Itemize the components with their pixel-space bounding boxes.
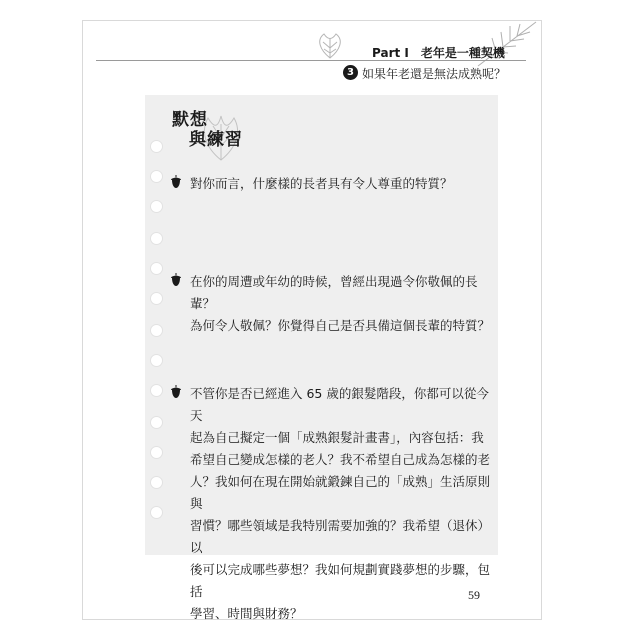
binder-hole: [150, 292, 163, 305]
binder-hole: [150, 262, 163, 275]
binder-hole: [150, 476, 163, 489]
question-text: 對你而言，什麼樣的長者具有令人尊重的特質？: [190, 176, 453, 191]
binder-hole: [150, 506, 163, 519]
question-text: 在你的周遭或年幼的時候，曾經出現過令你敬佩的長輩？ 為何令人敬佩？你覺得自己是否具備這個長輩的特質？: [190, 274, 491, 333]
binder-hole: [150, 446, 163, 459]
binder-hole: [150, 416, 163, 429]
leaf-decoration-icon: [310, 30, 350, 60]
binder-hole: [150, 140, 163, 153]
question-text: 不管你是否已經進入 65 歲的銀髮階段，你都可以從今天 起為自己擬定一個「成熟銀髮計畫書」，內容包括：我 希望自己變成怎樣的老人？我不希望自己成為怎樣的老 人？我如何在現在開始就鍛鍊自己的「成熟」生活原則與 習慣？哪些領域是我特別需要加強的？我希望（退休）以 後可以完成哪些夢想？我如何規劃實踐夢想的步驟，包括 學習、時間與財務？: [190, 386, 491, 621]
binder-hole: [150, 324, 163, 337]
section-title: 默想: [172, 110, 208, 130]
question-item: [170, 383, 490, 625]
section-subtitle: 與練習: [189, 130, 243, 150]
binder-hole: [150, 200, 163, 213]
chapter-number-badge: 3: [343, 65, 358, 80]
question-item: [170, 173, 490, 195]
page-number: 59: [468, 588, 480, 602]
binder-hole: [150, 354, 163, 367]
part-title: Part I 老年是一種契機: [372, 46, 505, 60]
acorn-bullet-icon: [170, 273, 182, 287]
binder-hole: [150, 232, 163, 245]
acorn-bullet-icon: [170, 175, 182, 189]
binder-hole: [150, 384, 163, 397]
acorn-bullet-icon: [170, 385, 182, 399]
header-rule: [96, 60, 526, 61]
binder-hole: [150, 170, 163, 183]
question-item: [170, 271, 490, 337]
chapter-title: 如果年老還是無法成熟呢？: [362, 67, 507, 81]
